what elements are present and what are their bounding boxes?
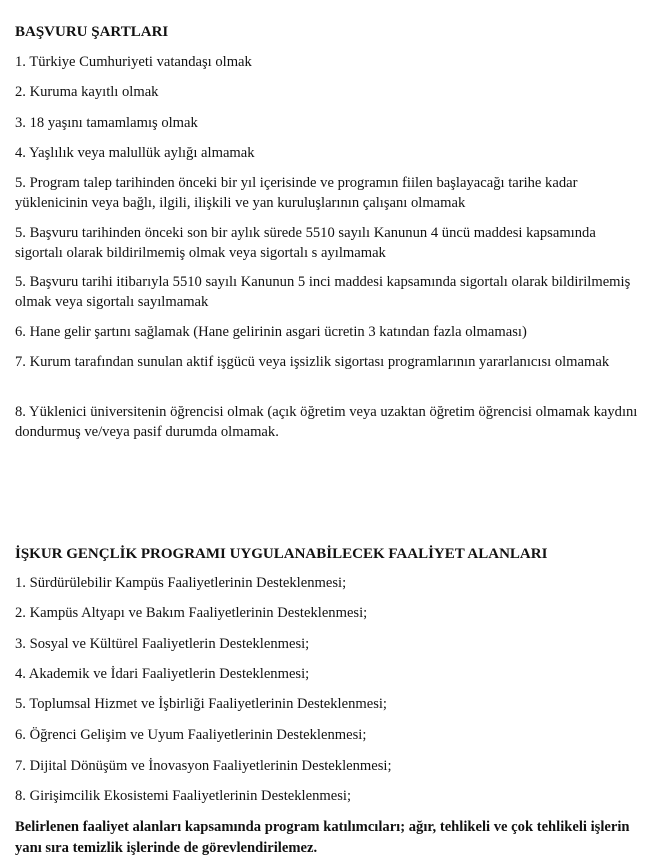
requirement-item: 4. Yaşlılık veya malullük aylığı almamak [15,145,255,161]
activity-area-item: 7. Dijital Dönüşüm ve İnovasyon Faaliyetlerinin Desteklenmesi; [15,758,392,774]
requirement-item: 3. 18 yaşını tamamlamış olmak [15,115,198,131]
activity-area-item: 8. Girişimcilik Ekosistemi Faaliyetlerinin Desteklenmesi; [15,788,352,804]
requirement-item: 8. Yüklenici üniversitenin öğrencisi olmak (açık öğretim veya uzaktan öğretim öğrencisi olmamak kaydını dondurmuş ve/veya pasif durumda olmamak. [15,404,638,440]
activity-area-item: 5. Toplumsal Hizmet ve İşbirliği Faaliyetlerinin Desteklenmesi; [15,696,387,712]
activity-area-item: 3. Sosyal ve Kültürel Faaliyetlerin Desteklenmesi; [15,636,310,652]
requirement-item: 6. Hane gelir şartını sağlamak (Hane gelirinin asgari ücretin 3 katından fazla olmaması) [15,324,527,340]
requirement-item: 7. Kurum tarafından sunulan aktif işgücü veya işsizlik sigortası programlarının yararlanıcısı olmamak [15,354,610,370]
requirement-item: 1. Türkiye Cumhuriyeti vatandaşı olmak [15,54,252,70]
requirement-item: 5. Başvuru tarihi itibarıyla 5510 sayılı Kanunun 5 inci maddesi kapsamında sigortalı olarak bildirilmemiş olmak veya sigortalı sayılmamak [15,274,631,310]
activity-areas-heading: İŞKUR GENÇLİK PROGRAMI UYGULANABİLECEK FAALİYET ALANLARI [15,546,548,562]
requirement-item: 5. Program talep tarihinden önceki bir yıl içerisinde ve programın fiilen başlayacağı tarihe kadar yüklenicinin veya bağlı, ilgili, ilişkili ve yan kuruluşlarının çalışanı olmamak [15,175,578,211]
closing-note: Belirlenen faaliyet alanları kapsamında program katılımcıları; ağır, tehlikeli ve çok tehlikeli işlerin yanı sıra temizlik işlerinde de görevlendirilemez. [15,819,630,856]
application-requirements-heading: BAŞVURU ŞARTLARI [15,24,169,40]
activity-area-item: 4. Akademik ve İdari Faaliyetlerin Desteklenmesi; [15,666,310,682]
activity-area-item: 2. Kampüs Altyapı ve Bakım Faaliyetlerinin Desteklenmesi; [15,605,368,621]
requirement-item: 2. Kuruma kayıtlı olmak [15,84,159,100]
activity-area-item: 1. Sürdürülebilir Kampüs Faaliyetlerinin Desteklenmesi; [15,575,347,591]
requirement-item: 5. Başvuru tarihinden önceki son bir aylık sürede 5510 sayılı Kanunun 4 üncü maddesi kapsamında sigortalı olarak bildirilmemiş olmak veya sigortalı s ayılmamak [15,225,596,261]
activity-area-item: 6. Öğrenci Gelişim ve Uyum Faaliyetlerinin Desteklenmesi; [15,727,367,743]
